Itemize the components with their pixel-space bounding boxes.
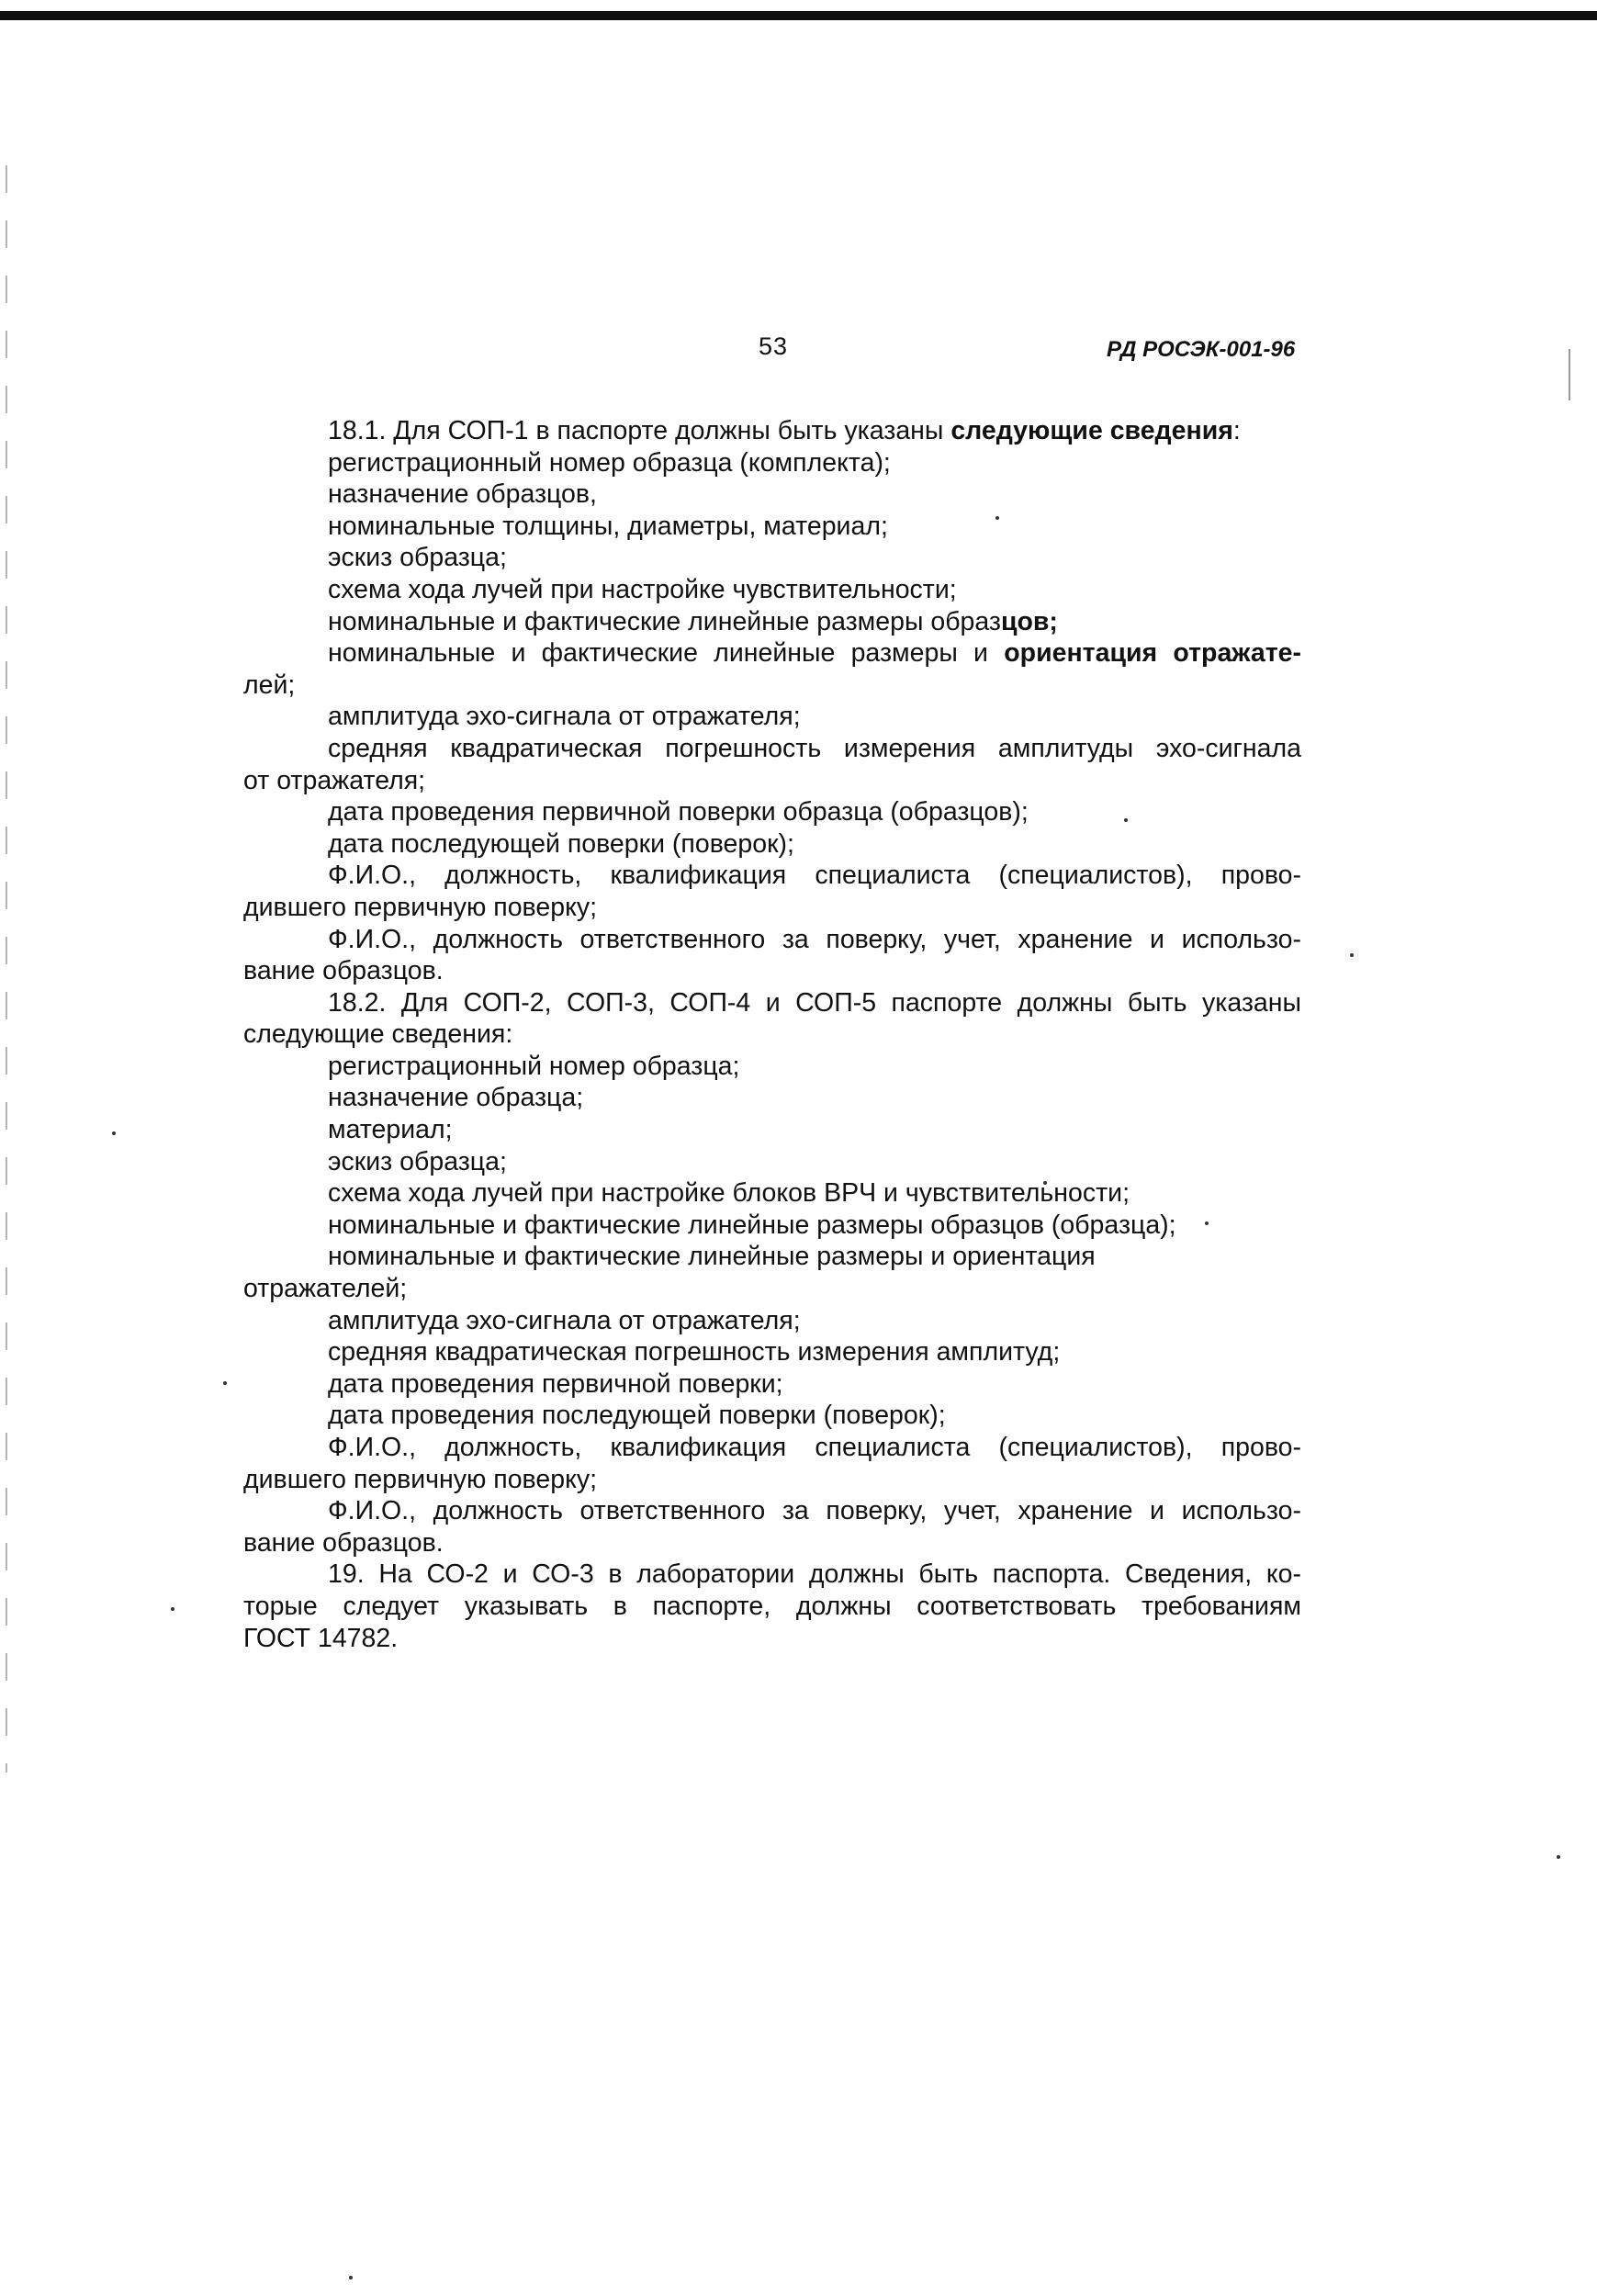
list-item: Ф.И.О., должность ответственного за поверку, учет, хранение и использо- bbox=[328, 924, 1301, 954]
list-item: дата последующей поверки (поверок); bbox=[328, 828, 794, 859]
list-item: дата проведения последующей поверки (поверок); bbox=[328, 1401, 946, 1431]
list-item: Ф.И.О., должность, квалификация специалиста (специалистов), прово- bbox=[328, 1433, 1301, 1462]
list-item: эскиз образца; bbox=[328, 543, 507, 573]
list-item: схема хода лучей при настройке блоков ВРЧ и чувствительности; bbox=[328, 1178, 1130, 1209]
list-item: дата проведения первичной поверки; bbox=[328, 1368, 783, 1399]
section-19-paragraph: ГОСТ 14782. bbox=[243, 1623, 399, 1653]
section-19-paragraph: торые следует указывать в паспорте, должны соответствовать требованиям bbox=[243, 1591, 1301, 1621]
list-item-continuation: дившего первичную поверку; bbox=[243, 892, 598, 922]
list-item-continuation: от отражателя; bbox=[243, 765, 426, 795]
list-item: Ф.И.О., должность ответственного за поверку, учет, хранение и использо- bbox=[328, 1496, 1301, 1526]
list-item: амплитуда эхо-сигнала от отражателя; bbox=[328, 1305, 801, 1335]
scan-edge-right bbox=[1569, 349, 1570, 400]
list-item: эскиз образца; bbox=[328, 1146, 507, 1176]
section-19-paragraph: 19. На СО-2 и СО-3 в лаборатории должны быть паспорта. Сведения, ко- bbox=[328, 1559, 1301, 1590]
list-item: номинальные и фактические линейные размеры образцов; bbox=[328, 606, 1058, 636]
list-item: регистрационный номер образца; bbox=[328, 1051, 740, 1081]
section-18-1-intro: 18.1. Для СОП-1 в паспорте должны быть указаны следующие сведения: bbox=[328, 416, 1241, 445]
list-item: регистрационный номер образца (комплекта); bbox=[328, 447, 891, 478]
list-item: схема хода лучей при настройке чувствительности; bbox=[328, 574, 957, 604]
list-item: средняя квадратическая погрешность измерения амплитуд; bbox=[328, 1337, 1061, 1367]
list-item: номинальные и фактические линейные размеры и ориентация bbox=[328, 1242, 1096, 1272]
scan-speck bbox=[349, 2276, 353, 2279]
document-body bbox=[243, 415, 1301, 1654]
list-item-continuation: отражателей; bbox=[243, 1274, 408, 1304]
list-item: дата проведения первичной поверки образца (образцов); bbox=[328, 797, 1029, 827]
list-item-continuation: вание образцов. bbox=[243, 1527, 444, 1558]
document-code: РД РОСЭК-001-96 bbox=[1107, 337, 1296, 362]
list-item: амплитуда эхо-сигнала от отражателя; bbox=[328, 702, 801, 732]
list-item-continuation: лей; bbox=[243, 670, 296, 700]
section-18-2-intro-continuation: следующие сведения: bbox=[243, 1019, 513, 1050]
list-item: материал; bbox=[328, 1115, 453, 1145]
list-item: Ф.И.О., должность, квалификация специалиста (специалистов), прово- bbox=[328, 861, 1301, 891]
top-border-rule bbox=[0, 11, 1597, 20]
list-item: номинальные и фактические линейные размеры образцов (образца); bbox=[328, 1210, 1176, 1240]
scan-edge-left bbox=[6, 165, 7, 1773]
list-item: номинальные толщины, диаметры, материал; bbox=[328, 511, 888, 541]
list-item: назначение образцов, bbox=[328, 479, 597, 510]
scan-speck bbox=[1557, 1855, 1560, 1859]
list-item-continuation: дившего первичную поверку; bbox=[243, 1464, 598, 1494]
page-number: 53 bbox=[759, 332, 789, 360]
scan-speck bbox=[112, 1131, 116, 1135]
list-item: номинальные и фактические линейные размеры и ориентация отражате- bbox=[328, 638, 1302, 669]
scan-speck bbox=[171, 1607, 174, 1611]
scan-speck bbox=[1350, 953, 1354, 957]
list-item-continuation: вание образцов. bbox=[243, 956, 444, 986]
section-18-2-intro: 18.2. Для СОП-2, СОП-3, СОП-4 и СОП-5 паспорте должны быть указаны bbox=[328, 987, 1301, 1018]
scan-speck bbox=[223, 1381, 227, 1385]
list-item: средняя квадратическая погрешность измерения амплитуды эхо-сигнала bbox=[328, 733, 1301, 763]
list-item: назначение образца; bbox=[328, 1083, 584, 1113]
